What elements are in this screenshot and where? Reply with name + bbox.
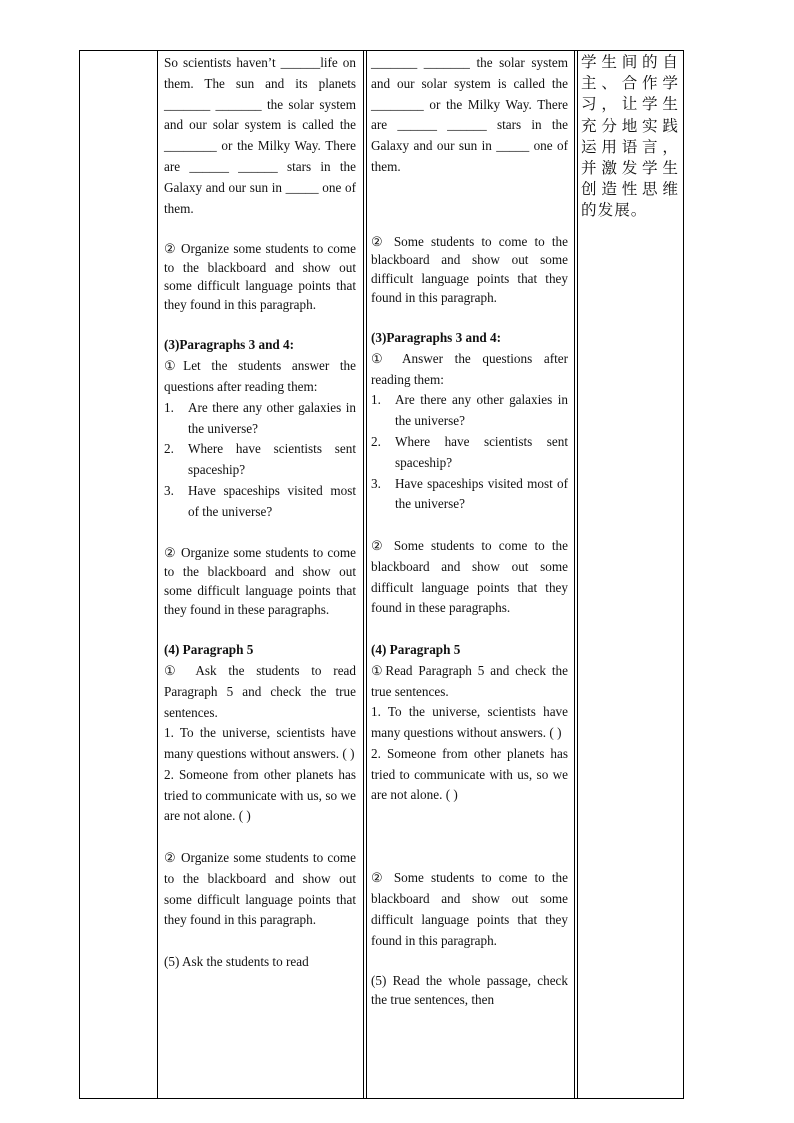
table-bottom-border bbox=[79, 1098, 684, 1099]
paragraph-2-text: _______ _______ the solar system and our solar system is called the ________ or the Milky Way. There are ______ ______ stars in the Galaxy and our sun in _____ one of them. bbox=[371, 55, 568, 174]
section-heading-paragraph-5: (4) Paragraph 5 bbox=[164, 642, 254, 658]
student-activity-column bbox=[371, 53, 568, 1009]
true-false-sentence: 2. Someone from other planets has tried to communicate with us, so we are not alone. ( ) bbox=[371, 745, 568, 803]
table-border-left bbox=[79, 50, 80, 1099]
table-border-1 bbox=[157, 50, 158, 1099]
teacher-activity-column bbox=[164, 53, 356, 973]
answer-questions-instruction: ① Answer the questions after reading them: bbox=[371, 350, 568, 387]
table-top-border bbox=[79, 50, 684, 51]
students-show-instruction: ② Some students to come to the blackboard and show out some difficult language points that they found in this paragraph. bbox=[371, 233, 568, 305]
list-item: 1. Are there any other galaxies in the universe? bbox=[164, 399, 356, 436]
paragraph-2-text: So scientists haven’t ______life on them. The sun and its planets _______ _______ the solar system and our solar system is called the ________ or the Milky Way. There are ______ ______ stars in the Galaxy and our sun in _____ one of them. bbox=[164, 55, 356, 216]
table-border-3b bbox=[577, 50, 578, 1099]
true-false-sentence: 1. To the universe, scientists have many questions without answers. ( ) bbox=[371, 704, 568, 741]
list-item: 2. Where have scientists sent spaceship? bbox=[371, 433, 568, 470]
read-check-instruction: ① Ask the students to read Paragraph 5 and check the true sentences. bbox=[164, 662, 356, 720]
true-false-sentence: 1. To the universe, scientists have many questions without answers. ( ) bbox=[164, 725, 356, 762]
table-border-2 bbox=[363, 50, 364, 1099]
organize-students-instruction: ② Organize some students to come to the blackboard and show out some difficult language points that they found in this paragraph. bbox=[164, 241, 356, 312]
students-show-instruction: ② Some students to come to the blackboard and show out some difficult language points that they found in this paragraph. bbox=[371, 870, 568, 948]
students-show-instruction: ② Some students to come to the blackboard and show out some difficult language points that they found in these paragraphs. bbox=[371, 537, 568, 616]
read-check-instruction: ①Read Paragraph 5 and check the true sentences. bbox=[371, 662, 568, 699]
list-item: 1. Are there any other galaxies in the universe? bbox=[371, 392, 568, 429]
list-item: 3. Have spaceships visited most of the universe? bbox=[164, 482, 356, 519]
answer-questions-instruction: ①Let the students answer the questions after reading them: bbox=[164, 358, 356, 394]
table-border-right bbox=[683, 50, 684, 1099]
list-item: 3. Have spaceships visited most of the universe? bbox=[371, 475, 568, 512]
organize-students-instruction: ② Organize some students to come to the blackboard and show out some difficult language points that they found in these paragraphs. bbox=[164, 545, 356, 618]
table-border-2b bbox=[366, 50, 367, 1099]
design-intent-text: 学生间的自主、合作学习，让学生充分地实践运用语言，并激发学生创造性思维的发展。 bbox=[581, 53, 679, 220]
section-heading-paragraphs-3-4: (3)Paragraphs 3 and 4: bbox=[371, 329, 502, 345]
table-border-3 bbox=[574, 50, 575, 1099]
true-false-sentence: 2. Someone from other planets has tried to communicate with us, so we are not alone. ( ) bbox=[164, 766, 356, 824]
organize-students-instruction: ② Organize some students to come to the blackboard and show out some difficult language points that they found in this paragraph. bbox=[164, 850, 356, 928]
list-item: 2. Where have scientists sent spaceship? bbox=[164, 441, 356, 478]
read-passage-instruction: (5) Ask the students to read bbox=[164, 954, 309, 970]
section-heading-paragraphs-3-4: (3)Paragraphs 3 and 4: bbox=[164, 337, 295, 353]
section-heading-paragraph-5: (4) Paragraph 5 bbox=[371, 641, 461, 657]
read-passage-instruction: (5) Read the whole passage, check the true sentences, then bbox=[371, 973, 568, 1007]
